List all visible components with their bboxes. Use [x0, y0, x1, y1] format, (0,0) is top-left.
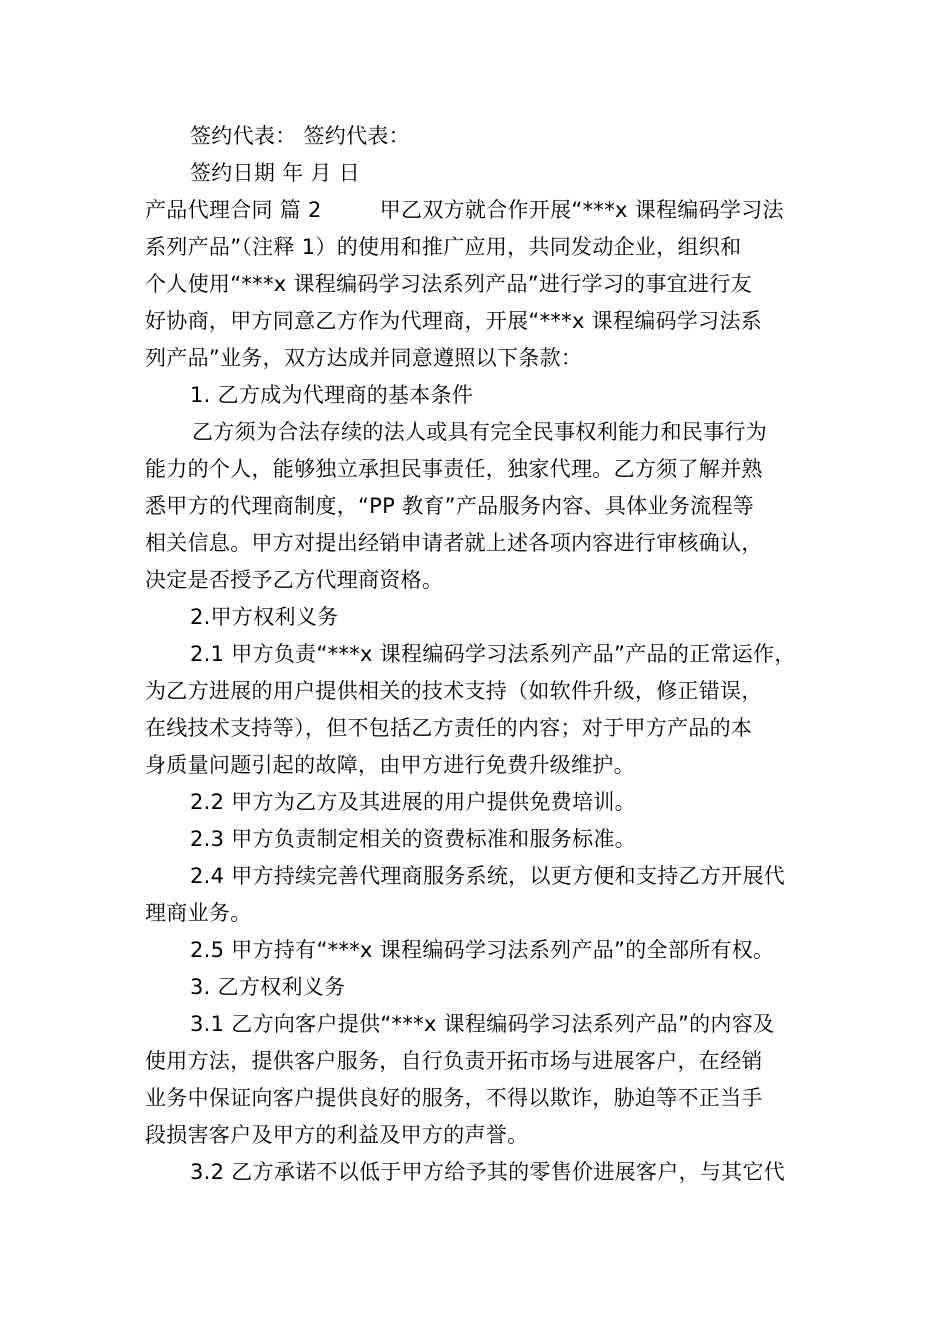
paragraph-line: 悉甲方的代理商制度，“PP 教育”产品服务内容、具体业务流程等	[145, 494, 755, 518]
paragraph-line: 理商业务。	[145, 901, 252, 925]
signature-representatives-line: 签约代表： 签约代表：	[190, 124, 410, 148]
contract-intro-text: 甲乙双方就合作开展“***x 课程编码学习法	[379, 198, 784, 222]
paragraph-line: 乙方须为合法存续的法人或具有完全民事权利能力和民事行为	[192, 420, 768, 444]
clause-2-5-line: 2.5 甲方持有“***x 课程编码学习法系列产品”的全部所有权。	[190, 938, 775, 962]
section-heading-2: 2.甲方权利义务	[190, 605, 339, 629]
clause-2-2-line: 2.2 甲方为乙方及其进展的用户提供免费培训。	[190, 790, 636, 814]
clause-2-1-line: 2.1 甲方负责“***x 课程编码学习法系列产品”产品的正常运作，	[190, 642, 796, 666]
paragraph-line: 段损害客户及甲方的利益及甲方的声誉。	[145, 1123, 529, 1147]
clause-2-3-line: 2.3 甲方负责制定相关的资费标准和服务标准。	[190, 827, 636, 851]
clause-2-4-line: 2.4 甲方持续完善代理商服务系统，以更方便和支持乙方开展代	[190, 864, 786, 888]
signature-date-line: 签约日期 年 月 日	[190, 161, 361, 185]
paragraph-line: 个人使用“***x 课程编码学习法系列产品”进行学习的事宜进行友	[145, 272, 752, 296]
contract-title: 产品代理合同 篇 2	[145, 198, 322, 222]
paragraph-line: 使用方法，提供客户服务，自行负责开拓市场与进展客户，在经销	[145, 1049, 763, 1073]
contract-heading-line	[145, 197, 784, 223]
paragraph-line: 好协商，甲方同意乙方作为代理商，开展“***x 课程编码学习法系	[145, 309, 763, 333]
clause-3-2-line: 3.2 乙方承诺不以低于甲方给予其的零售价进展客户，与其它代	[190, 1160, 786, 1184]
paragraph-line: 身质量问题引起的故障，由甲方进行免费升级维护。	[145, 753, 635, 777]
paragraph-line: 决定是否授予乙方代理商资格。	[145, 568, 444, 592]
section-heading-3: 3. 乙方权利义务	[190, 975, 346, 999]
paragraph-line: 列产品”业务，双方达成并同意遵照以下条款：	[145, 346, 583, 370]
paragraph-line: 在线技术支持等），但不包括乙方责任的内容；对于甲方产品的本	[145, 716, 753, 740]
paragraph-line: 能力的个人，能够独立承担民事责任，独家代理。乙方须了解并熟	[145, 457, 763, 481]
paragraph-line: 相关信息。甲方对提出经销申请者就上述各项内容进行审核确认，	[145, 531, 763, 555]
clause-3-1-line: 3.1 乙方向客户提供“***x 课程编码学习法系列产品”的内容及	[190, 1012, 775, 1036]
paragraph-line: 为乙方进展的用户提供相关的技术支持（如软件升级，修正错误，	[145, 679, 763, 703]
section-heading-1: 1. 乙方成为代理商的基本条件	[190, 383, 474, 407]
paragraph-line: 系列产品”（注释 1）的使用和推广应用，共同发动企业，组织和	[145, 235, 742, 259]
paragraph-line: 业务中保证向客户提供良好的服务，不得以欺诈，胁迫等不正当手	[145, 1086, 763, 1110]
